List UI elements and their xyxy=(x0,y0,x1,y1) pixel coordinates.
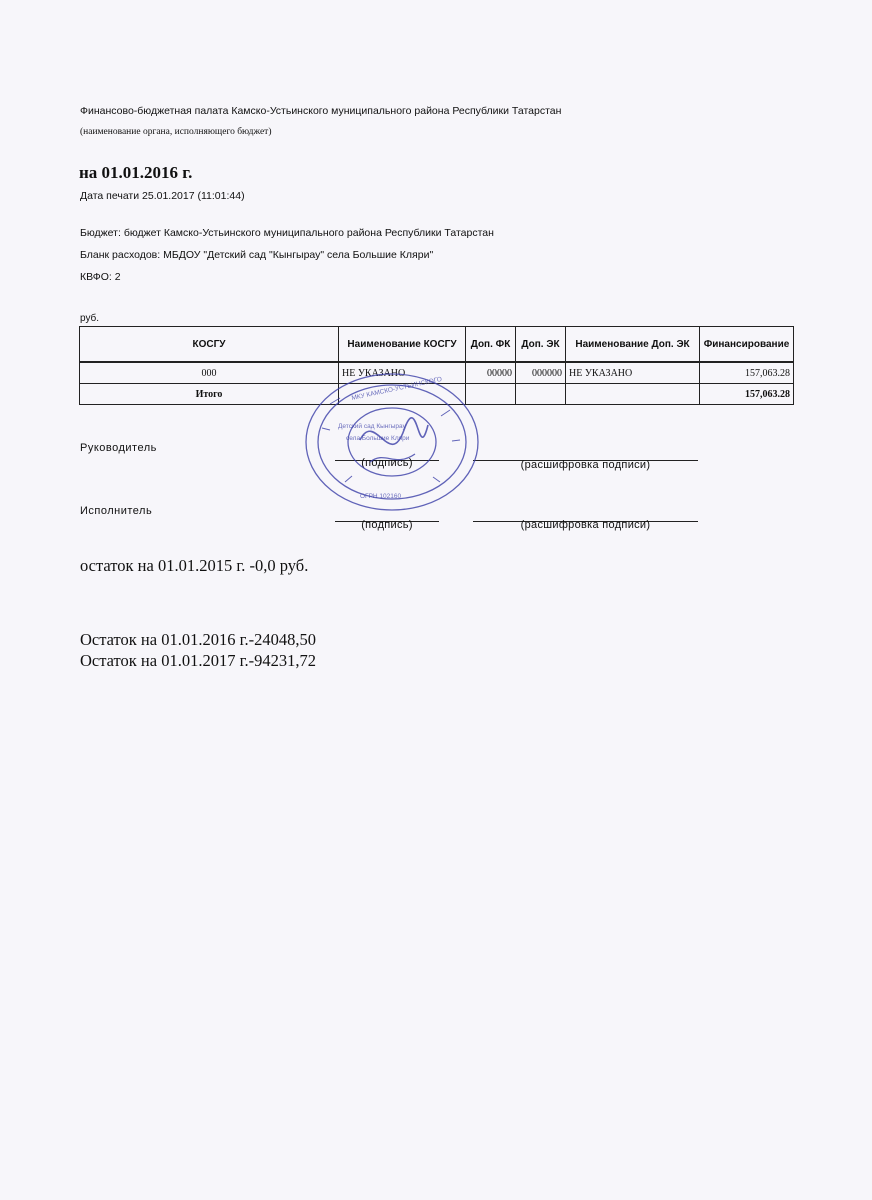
head-label: Руководитель xyxy=(80,442,157,454)
column-header-kosgu-name: Наименование КОСГУ xyxy=(339,327,466,363)
cell-financing: 157,063.28 xyxy=(700,362,794,384)
executor-decode-caption: (расшифровка подписи) xyxy=(520,519,651,531)
total-amount: 157,063.28 xyxy=(700,384,794,405)
total-empty-cell xyxy=(566,384,700,405)
cell-dop-ek: 000000 xyxy=(516,362,566,384)
financing-table xyxy=(79,326,794,405)
svg-text:МКУ КАМСКО-УСТЬИНСКОГО: МКУ КАМСКО-УСТЬИНСКОГО xyxy=(350,375,443,402)
svg-text:ОГРН 102160: ОГРН 102160 xyxy=(360,493,402,500)
column-header-dop-fk: Доп. ФК xyxy=(466,327,516,363)
cell-dop-ek-name: НЕ УКАЗАНО xyxy=(566,362,700,384)
cell-kosgu: 000 xyxy=(80,362,339,384)
cell-dop-fk: 00000 xyxy=(466,362,516,384)
column-header-dop-ek-name: Наименование Доп. ЭК xyxy=(566,327,700,363)
executor-signature-caption: (подпись) xyxy=(361,519,413,531)
total-label: Итого xyxy=(80,384,339,405)
expense-form-line: Бланк расходов: МБДОУ "Детский сад "Кынгырау" села Большие Кляри" xyxy=(80,249,434,261)
cell-kosgu-name: НЕ УКАЗАНО xyxy=(339,362,466,384)
executor-label: Исполнитель xyxy=(80,505,153,517)
head-decode-caption: (расшифровка подписи) xyxy=(520,459,651,471)
balance-2015: остаток на 01.01.2015 г. -0,0 руб. xyxy=(80,556,309,575)
svg-text:села Большие Кляри: села Большие Кляри xyxy=(346,435,410,442)
table-row xyxy=(80,362,794,384)
total-empty-cell xyxy=(516,384,566,405)
column-header-kosgu: КОСГУ xyxy=(80,327,339,363)
balance-2017: Остаток на 01.01.2017 г.-94231,72 xyxy=(80,651,316,670)
column-header-dop-ek: Доп. ЭК xyxy=(516,327,566,363)
budget-line: Бюджет: бюджет Камско-Устьинского муниципального района Республики Татарстан xyxy=(80,227,494,239)
total-empty-cell xyxy=(466,384,516,405)
total-empty-cell xyxy=(339,384,466,405)
balance-2016: Остаток на 01.01.2016 г.-24048,50 xyxy=(80,630,316,649)
head-signature-caption: (подпись) xyxy=(361,457,413,469)
currency-unit: руб. xyxy=(80,313,100,324)
organization-caption: (наименование органа, исполняющего бюджет) xyxy=(80,127,272,137)
table-total-row xyxy=(80,384,794,405)
svg-text:Детский сад Кынгырау: Детский сад Кынгырау xyxy=(338,423,406,430)
kvfo-line: КВФО: 2 xyxy=(80,271,121,283)
table-header-row xyxy=(80,327,794,363)
column-header-financing: Финансирование xyxy=(700,327,794,363)
report-date-title: на 01.01.2016 г. xyxy=(79,163,193,182)
print-date: Дата печати 25.01.2017 (11:01:44) xyxy=(80,190,245,202)
organization-name: Финансово-бюджетная палата Камско-Устьинского муниципального района Республики Татарстан xyxy=(80,105,562,117)
